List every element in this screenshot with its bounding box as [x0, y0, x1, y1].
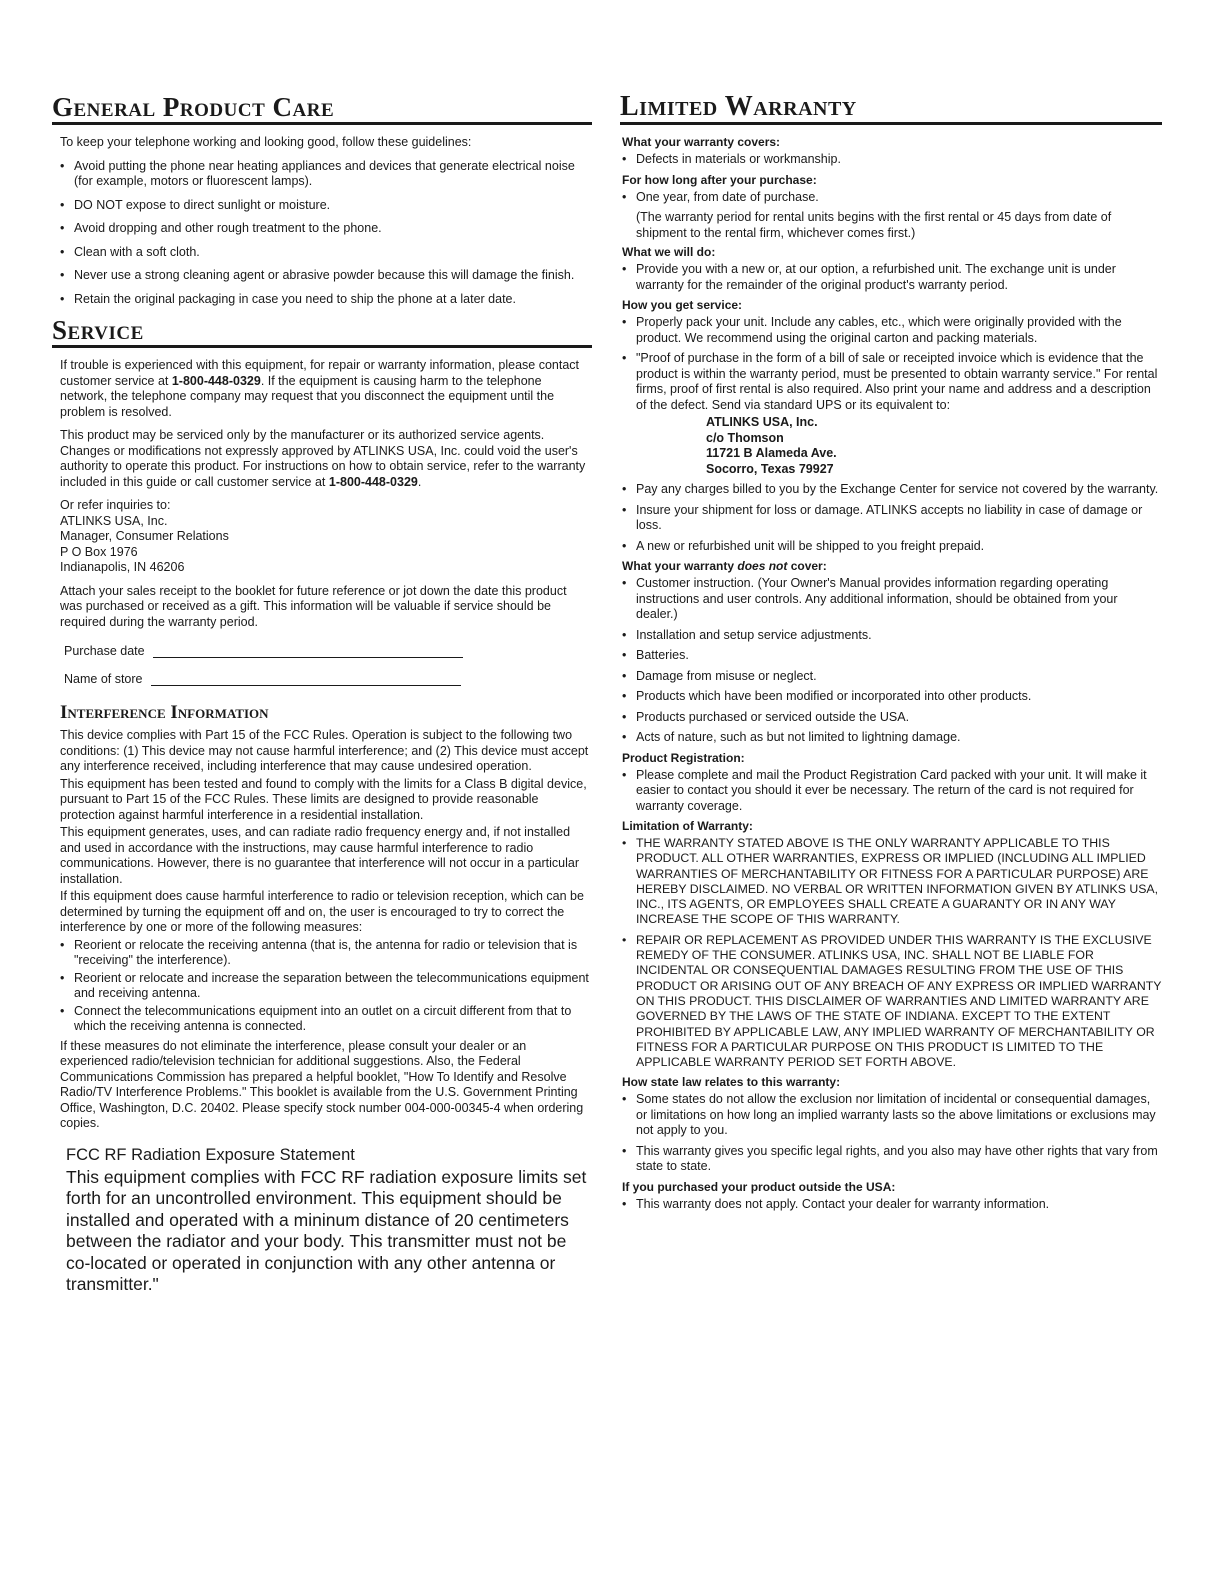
address-line: ATLINKS USA, Inc.: [706, 415, 818, 429]
purchase-date-label: Purchase date: [64, 644, 145, 658]
service-title: Service: [52, 315, 144, 345]
interference-paragraph: If this equipment does cause harmful interference to radio or television reception, which can be determined by turning the equipment off and on, the user is encouraged to try to correct the interference by one or more of the following measures:: [60, 889, 584, 934]
list-item: • Reorient or relocate the receiving antenna (that is, the antenna for radio or television that is "receiving" the interference).: [60, 938, 592, 969]
fcc-rf-body: This equipment complies with FCC RF radiation exposure limits set forth for an uncontrolled environment. This equipment should be installed and operated with a mininum distance of 20 centimeters between the radiator and your body. This transmitter must not be co-located or operated in conjunction with any other antenna or transmitter.": [66, 1166, 587, 1294]
section-rule: [52, 122, 592, 125]
not-covered-heading: [622, 559, 1162, 574]
state-law-heading: How state law relates to this warranty:: [622, 1075, 841, 1090]
fcc-rf-title: FCC RF Radiation Exposure Statement: [66, 1145, 355, 1164]
list-item: • REPAIR OR REPLACEMENT AS PROVIDED UNDER THIS WARRANTY IS THE EXCLUSIVE REMEDY OF THE CONSUMER. ATLINKS USA, INC. SHALL NOT BE LIABLE FOR INCIDENTAL OR CONSEQUENTIAL DAMAGES RESULTING FROM THE USE OF THIS PRODUCT OR ARISING OUT OF ANY BREACH OF ANY EXPRESS OR IMPLIED WARRANTY ON THIS PRODUCT. THIS DISCLAIMER OF WARRANTIES AND LIMITED WARRANTY ARE GOVERNED BY THE LAWS OF THE STATE OF INDIANA. EXCEPT TO THE EXTENT PROHIBITED BY APPLICABLE LAW, ANY IMPLIED WARRANTY OF MERCHANTABILITY OR FITNESS FOR A PARTICULAR PURPOSE ON THIS PRODUCT IS LIMITED TO THE APPLICABLE WARRANTY PERIOD SET FORTH ABOVE.: [622, 933, 1162, 1071]
interference-paragraph: This equipment has been tested and found to comply with the limits for a Class B digital device, pursuant to Part 15 of the FCC Rules. These limits are designed to provide reasonable protection against harmful interference in a residential installation.: [60, 776, 587, 822]
blank-line: [153, 645, 463, 658]
state-law-list: [622, 1092, 1162, 1175]
text-span: .: [417, 474, 422, 489]
warranty-will-do-list: [622, 262, 1162, 293]
address-line: c/o Thomson: [706, 430, 784, 445]
warranty-will-do-heading: What we will do:: [622, 245, 716, 259]
address-line: P O Box 1976: [60, 544, 138, 559]
outside-usa-heading: If you purchased your product outside the USA:: [622, 1179, 896, 1194]
list-item: • A new or refurbished unit will be shipped to you freight prepaid.: [622, 539, 1162, 555]
rental-note: (The warranty period for rental units begins with the first rental or 45 days from date of shipment to the rental firm, whichever comes first.): [636, 210, 1112, 240]
list-item: [622, 351, 1162, 477]
list-item: • Damage from misuse or neglect.: [622, 669, 1162, 685]
list-item: • Some states do not allow the exclusion nor limitation of incidental or consequential damages, or limitations on how long an implied warranty lasts so the above limitations or exclusions may not apply to you.: [622, 1092, 1162, 1139]
general-care-list: [60, 159, 592, 308]
list-item: • Retain the original packaging in case you need to ship the phone at a later date.: [60, 292, 592, 308]
address-line: Or refer inquiries to:: [60, 498, 171, 512]
phone-number: 1-800-448-0329: [328, 474, 418, 489]
service-paragraph-3: Attach your sales receipt to the booklet for future reference or jot down the date this product was purchased or received as a gift. This information will be valuable if service should be required during the warranty period.: [60, 583, 567, 629]
list-item: • This warranty does not apply. Contact your dealer for warranty information.: [622, 1197, 1162, 1213]
registration-heading: Product Registration:: [622, 750, 745, 765]
section-rule: [52, 345, 592, 348]
address-line: Manager, Consumer Relations: [60, 529, 229, 543]
text-span: This product may be serviced only by the manufacturer or its authorized service agents. Changes or modifications not expressly approved by ATLINKS USA, Inc. could void the user's authority to operate this product. For instructions on how to obtain service, refer to the warranty included in this guide or call customer service at: [60, 428, 586, 489]
warranty-covers-heading: What your warranty covers:: [622, 135, 781, 149]
list-item: • Batteries.: [622, 648, 1162, 664]
list-item: • One year, from date of purchase.: [622, 190, 1162, 206]
inquiry-address: [60, 498, 592, 576]
list-item: • Connect the telecommunications equipment into an outlet on a circuit different from that to which the receiving antenna is connected.: [60, 1004, 592, 1035]
warranty-duration-heading: For how long after your purchase:: [622, 172, 817, 187]
left-column: [52, 92, 592, 1296]
list-item: • Please complete and mail the Product Registration Card packed with your unit. It will make it easier to contact you should it ever be necessary. The return of the card is not required for warranty coverage.: [622, 768, 1162, 815]
service-paragraph-1: [60, 358, 592, 420]
text-span: What your warranty: [622, 559, 738, 573]
list-item: • Customer instruction. (Your Owner's Manual provides information regarding operating instructions and user controls. Any additional information, should be obtained from your dealer.): [622, 576, 1162, 623]
get-service-list: [622, 315, 1162, 554]
list-item: • Reorient or relocate and increase the separation between the telecommunications equipment and receiving antenna.: [60, 971, 592, 1002]
blank-line: [151, 673, 461, 686]
interference-paragraph: This equipment generates, uses, and can radiate radio frequency energy and, if not installed and used in accordance with the instructions, may cause harmful interference to radio communications. However, there is no guarantee that interference will not occur in a particular installation.: [60, 825, 580, 886]
purchase-date-field: [64, 644, 592, 658]
text-span: If trouble is experienced with this equipment, for repair or warranty information, please contact customer service at: [60, 358, 580, 388]
interference-measures-list: [60, 938, 592, 1035]
address-line: 11721 B Alameda Ave.: [706, 446, 837, 460]
list-item: • DO NOT expose to direct sunlight or moisture.: [60, 198, 592, 214]
proof-of-purchase-text: "Proof of purchase in the form of a bill of sale or receipted invoice which is evidence that the product is within the warranty period, must be presented to obtain warranty service." For rental firms, proof of first rental is also required. Also print your name and address and a description of the defect. Send via standard UPS or its equivalent to:: [636, 351, 1158, 412]
list-item: • Clean with a soft cloth.: [60, 245, 592, 261]
list-item: • Provide you with a new or, at our option, a refurbished unit. The exchange unit is under warranty for the remainder of the original product's warranty period.: [622, 262, 1162, 293]
list-item: • Defects in materials or workmanship.: [622, 152, 1162, 168]
general-care-title: General Product Care: [52, 92, 335, 122]
service-paragraph-2: [60, 428, 592, 490]
list-item: • Never use a strong cleaning agent or abrasive powder because this will damage the finish.: [60, 268, 592, 284]
list-item: • Installation and setup service adjustments.: [622, 628, 1162, 644]
limitation-heading: Limitation of Warranty:: [622, 819, 753, 833]
get-service-heading: How you get service:: [622, 298, 743, 312]
list-item: • Avoid putting the phone near heating appliances and devices that generate electrical noise (for example, motors or fluorescent lamps).: [60, 159, 592, 190]
interference-paragraph: If these measures do not eliminate the interference, please consult your dealer or an experienced radio/television technician for additional suggestions. Also, the Federal Communications Commission has prepared a helpful booklet, "How To Identify and Resolve Radio/TV Interference Problems." This booklet is available from the U.S. Government Printing Office, Washington, D.C. 20402. Please specify stock number 004-000-00345-4 when ordering copies.: [60, 1038, 584, 1130]
registration-list: [622, 768, 1162, 815]
right-column: [620, 92, 1162, 1217]
interference-section: [52, 702, 592, 1132]
address-line: Socorro, Texas 79927: [706, 461, 834, 476]
list-item: • Insure your shipment for loss or damage. ATLINKS accepts no liability in case of damage or loss.: [622, 503, 1162, 534]
warranty-title: Limited Warranty: [620, 91, 857, 122]
interference-title: Interference Information: [60, 702, 269, 723]
list-item: • Acts of nature, such as but not limited to lightning damage.: [622, 730, 1162, 746]
warranty-covers-list: [622, 152, 1162, 168]
list-item: • Properly pack your unit. Include any cables, etc., which were originally provided with the product. We recommend using the original carton and packing materials.: [622, 315, 1162, 346]
list-item: • This warranty gives you specific legal rights, and you also may have other rights that vary from state to state.: [622, 1144, 1162, 1175]
list-item: • THE WARRANTY STATED ABOVE IS THE ONLY WARRANTY APPLICABLE TO THIS PRODUCT. ALL OTHER WARRANTIES, EXPRESS OR IMPLIED (INCLUDING ALL IMPLIED WARRANTIES OF MERCHANTABILITY OR FITNESS FOR A PARTICULAR PURPOSE) ARE HEREBY DISCLAIMED. NO VERBAL OR WRITTEN INFORMATION GIVEN BY ATLINKS USA, INC., ITS AGENTS, OR EMPLOYEES SHALL CREATE A GUARANTY OR IN ANY WAY INCREASE THE SCOPE OF THIS WARRANTY.: [622, 836, 1162, 928]
store-name-label: Name of store: [64, 672, 143, 686]
list-item: • Avoid dropping and other rough treatment to the phone.: [60, 221, 592, 237]
limitation-list: [622, 836, 1162, 1070]
not-covered-list: [622, 576, 1162, 746]
address-line: Indianapolis, IN 46206: [60, 560, 185, 574]
warranty-duration-list: [622, 190, 1162, 206]
general-care-intro: To keep your telephone working and looking good, follow these guidelines:: [60, 135, 472, 149]
address-line: ATLINKS USA, Inc.: [60, 513, 168, 528]
text-span: . If the equipment is causing harm to the telephone network, the telephone company may request that you disconnect the equipment until the problem is resolved.: [60, 373, 555, 419]
list-item: • Products which have been modified or incorporated into other products.: [622, 689, 1162, 705]
list-item: • Pay any charges billed to you by the Exchange Center for service not covered by the warranty.: [622, 482, 1162, 498]
store-name-field: [64, 672, 592, 686]
text-span: does not: [737, 559, 788, 573]
section-rule: [620, 122, 1162, 125]
phone-number: 1-800-448-0329: [171, 373, 261, 388]
text-span: cover:: [787, 559, 827, 573]
shipping-address: [706, 415, 1162, 477]
interference-paragraph: This device complies with Part 15 of the FCC Rules. Operation is subject to the following two conditions: (1) This device may not cause harmful interference; and (2) This device must accept any interference received, including interference that may cause undesired operation.: [60, 728, 589, 773]
outside-usa-list: [622, 1197, 1162, 1213]
list-item: • Products purchased or serviced outside the USA.: [622, 710, 1162, 726]
